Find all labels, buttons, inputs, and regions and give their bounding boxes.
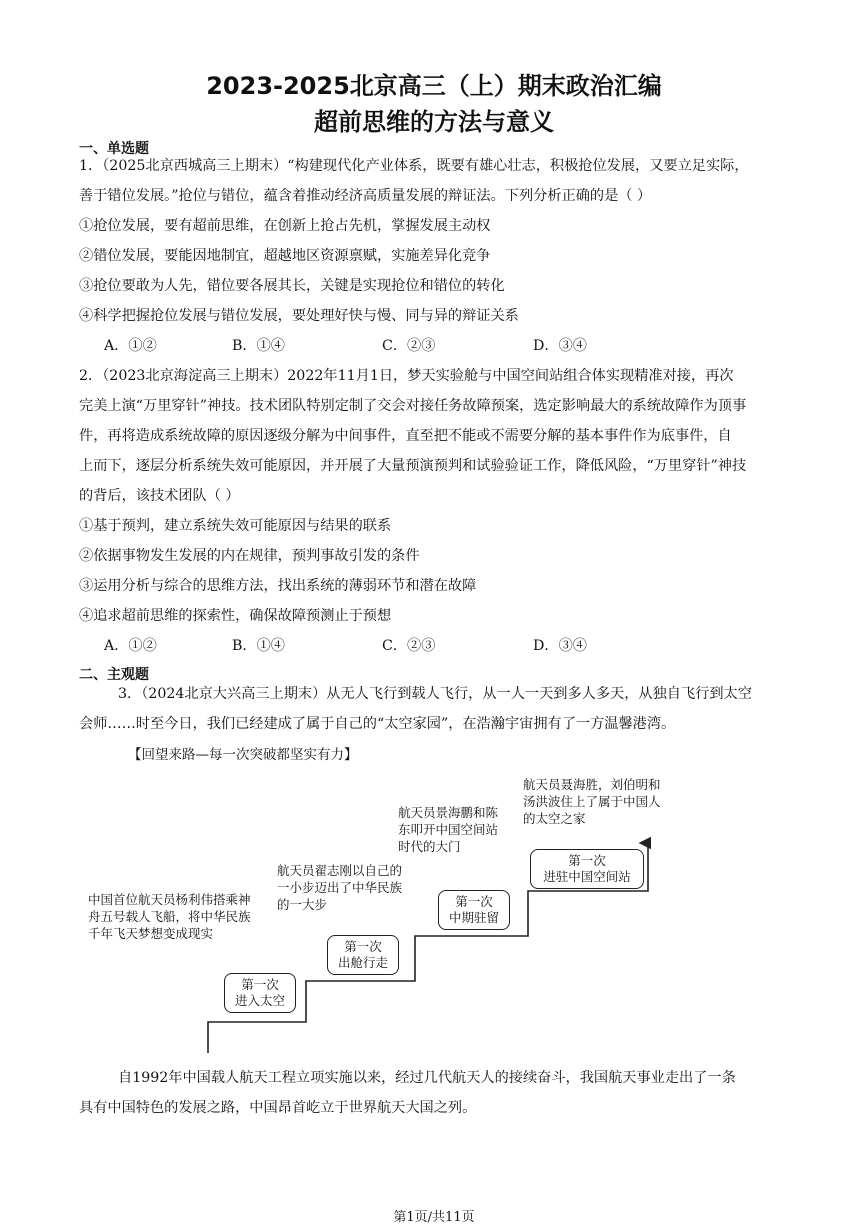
step-1-bubble-line-1: 第一次 bbox=[241, 977, 279, 992]
question-1-statement-1: ①抢位发展，要有超前思维，在创新上抢占先机，掌握发展主动权 bbox=[79, 218, 491, 234]
step-2-bubble-line-2: 出舱行走 bbox=[337, 955, 388, 970]
document-title: 2023-2025北京高三（上）期末政治汇编 bbox=[206, 72, 662, 100]
step-2-description: 航天员翟志刚以自己的一小步迈出了中华民族的一大步 bbox=[277, 863, 403, 912]
question-2-line-5: 的背后，该技术团队（ ） bbox=[79, 488, 240, 504]
question-1-option-a[interactable]: A．①② bbox=[104, 338, 157, 354]
closing-line-1: 自1992年中国载人航天工程立项实施以来，经过几代航天人的接续奋斗，我国航天事业走出了一条 bbox=[118, 1070, 736, 1086]
step-4-bubble-line-1: 第一次 bbox=[568, 853, 606, 868]
section-heading-subjective: 二、主观题 bbox=[79, 667, 149, 683]
step-2-bubble-line-1: 第一次 bbox=[344, 939, 382, 954]
question-2-line-4: 上而下，逐层分析系统失效可能原因，并开展了大量预演预判和试验验证工作，降低风险，“万里穿针”神技 bbox=[79, 458, 747, 474]
question-2-line-1: 2．（2023北京海淀高三上期末）2022年11月1日，梦天实验舱与中国空间站组合体实现精准对接，再次 bbox=[79, 368, 734, 384]
closing-line-2: 具有中国特色的发展之路，中国昂首屹立于世界航天大国之列。 bbox=[79, 1100, 477, 1116]
question-2-option-d[interactable]: D．③④ bbox=[533, 638, 587, 654]
question-2-line-2: 完美上演“万里穿针”神技。技术团队特别定制了交会对接任务故障预案，选定影响最大的系统故障作为顶事 bbox=[79, 398, 747, 414]
step-1-bubble-line-2: 进入太空 bbox=[234, 993, 285, 1008]
question-1-option-b[interactable]: B．①④ bbox=[232, 338, 285, 354]
question-3-line-1: 3．（2024北京大兴高三上期末）从无人飞行到载人飞行，从一人一天到多人多天，从独自飞行到太空 bbox=[118, 686, 752, 702]
question-1-line-1: 1．（2025北京西城高三上期末）“构建现代化产业体系，既要有雄心壮志，积极抢位发展，又要立足实际， bbox=[79, 158, 749, 174]
question-2-option-a[interactable]: A．①② bbox=[104, 638, 157, 654]
question-2-line-3: 件，再将造成系统故障的原因逐级分解为中间事件，直至把不能或不需要分解的基本事件作为底事件，自 bbox=[79, 428, 732, 444]
page-number: 第1页/共11页 bbox=[393, 1210, 475, 1225]
question-1-option-d[interactable]: D．③④ bbox=[533, 338, 587, 354]
section-heading-single-choice: 一、单选题 bbox=[79, 141, 149, 157]
question-3-line-2: 会师……时至今日，我们已经建成了属于自己的“太空家园”，在浩瀚宇宙拥有了一方温馨港湾。 bbox=[79, 716, 676, 732]
step-3-description: 航天员景海鹏和陈东叩开中国空间站时代的大门 bbox=[398, 805, 499, 854]
step-4-bubble bbox=[530, 849, 644, 889]
question-2-statement-2: ②依据事物发生发展的内在规律，预判事故引发的条件 bbox=[79, 548, 420, 564]
step-3-bubble bbox=[438, 890, 510, 930]
question-1-statement-2: ②错位发展，要能因地制宜，超越地区资源禀赋，实施差异化竞争 bbox=[79, 248, 491, 264]
question-2-option-c[interactable]: C．②③ bbox=[382, 638, 436, 654]
step-1-bubble bbox=[224, 973, 296, 1013]
document-subtitle: 超前思维的方法与意义 bbox=[314, 108, 554, 136]
figure-title: 【回望来路—每一次突破都坚实有力】 bbox=[128, 747, 358, 763]
question-1-option-c[interactable]: C．②③ bbox=[382, 338, 436, 354]
step-2-bubble bbox=[327, 935, 399, 975]
question-2-statement-1: ①基于预判，建立系统失效可能原因与结果的联系 bbox=[79, 518, 392, 534]
question-1-statement-4: ④科学把握抢位发展与错位发展，要处理好快与慢、同与异的辩证关系 bbox=[79, 308, 519, 324]
question-2-option-b[interactable]: B．①④ bbox=[232, 638, 285, 654]
question-1-line-2: 善于错位发展。”抢位与错位，蕴含着推动经济高质量发展的辩证法。下列分析正确的是（ ） bbox=[79, 188, 652, 204]
question-2-statement-3: ③运用分析与综合的思维方法，找出系统的薄弱环节和潜在故障 bbox=[79, 578, 477, 594]
question-2-statement-4: ④追求超前思维的探索性，确保故障预测止于预想 bbox=[79, 608, 392, 624]
step-3-bubble-line-1: 第一次 bbox=[455, 894, 493, 909]
step-3-bubble-line-2: 中期驻留 bbox=[448, 910, 499, 925]
step-4-description: 航天员聂海胜，刘伯明和汤洪波住上了属于中国人的太空之家 bbox=[523, 777, 661, 826]
step-1-description: 中国首位航天员杨利伟搭乘神舟五号载人飞船，将中华民族千年飞天梦想变成现实 bbox=[88, 892, 251, 941]
step-4-bubble-line-2: 进驻中国空间站 bbox=[543, 869, 631, 884]
question-1-statement-3: ③抢位要敢为人先，错位要各展其长，关键是实现抢位和错位的转化 bbox=[79, 278, 505, 294]
